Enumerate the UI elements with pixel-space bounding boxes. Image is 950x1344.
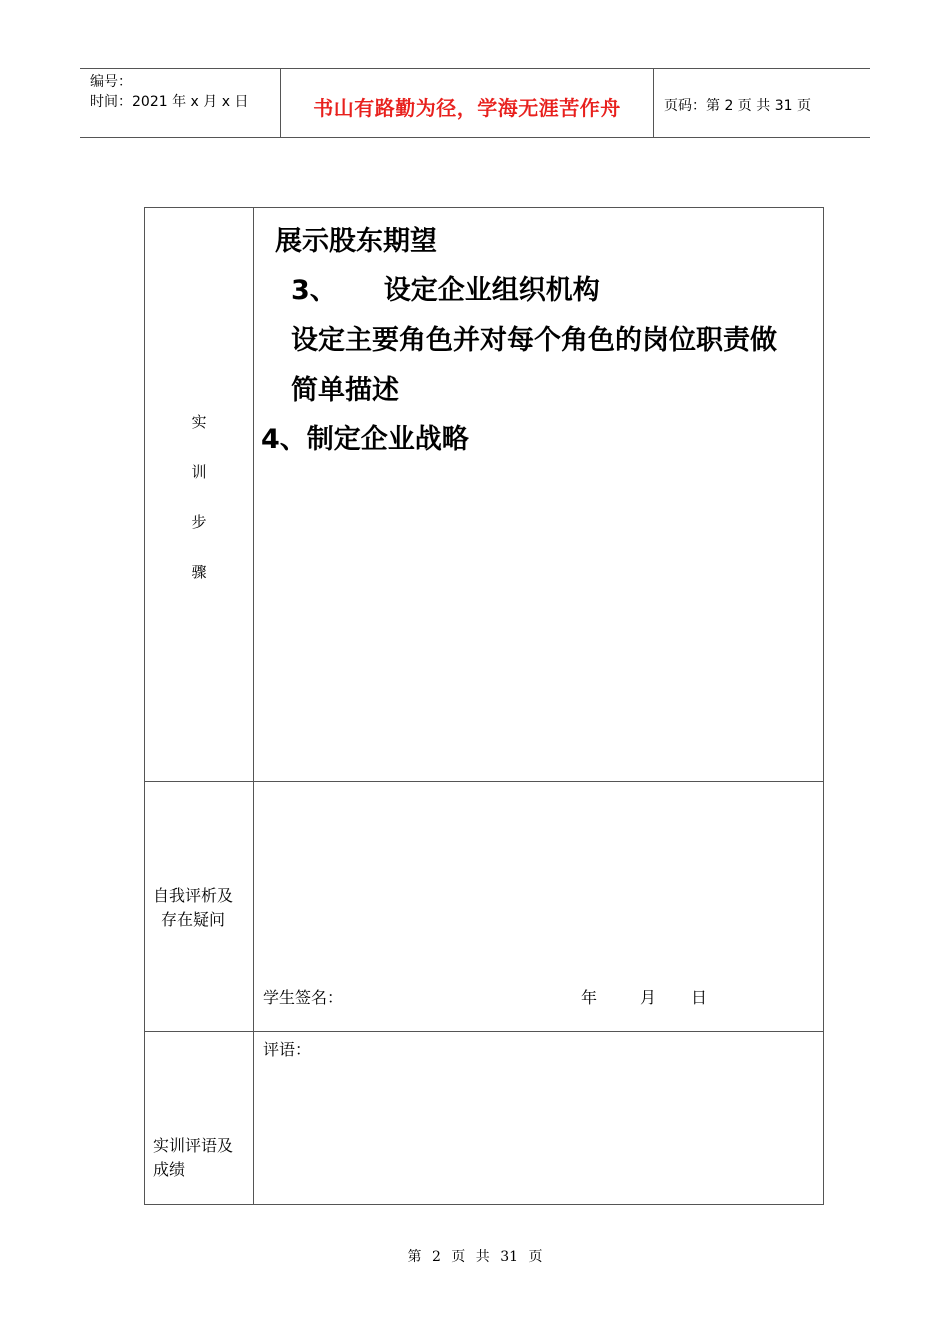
day-label: 日 (691, 988, 708, 1007)
header-info-cell (80, 69, 281, 137)
comment-label: 评语： (263, 1040, 312, 1059)
step-line-2: 3、 设定企业组织机构 (291, 275, 600, 306)
training-record-table (144, 207, 824, 1205)
header-motto-cell (281, 69, 654, 137)
steps-label-char-1: 实 (191, 413, 207, 431)
row-divider-1 (145, 781, 823, 782)
document-header (80, 68, 870, 138)
header-page-cell (654, 69, 870, 137)
steps-label-char-4: 骤 (191, 563, 207, 581)
comments-label-line-1: 实训评语及 (153, 1136, 234, 1155)
document-time-label: 时间：2021 年 x 月 x 日 (90, 94, 249, 110)
step-line-4: 简单描述 (291, 375, 399, 406)
self-eval-label-line-2: 存在疑问 (161, 910, 226, 929)
step-line-3: 设定主要角色并对每个角色的岗位职责做 (291, 325, 777, 356)
step-line-1: 展示股东期望 (275, 226, 437, 257)
column-divider (253, 208, 254, 1204)
steps-label-char-3: 步 (191, 513, 207, 531)
self-eval-label-line-1: 自我评析及 (153, 886, 234, 905)
step-line-5: 4、制定企业战略 (261, 424, 469, 455)
row-divider-2 (145, 1031, 823, 1032)
page-footer: 第 2 页 共 31 页 (407, 1249, 543, 1265)
year-label: 年 (581, 988, 598, 1007)
month-label: 月 (640, 988, 657, 1007)
student-signature-label: 学生签名： (263, 988, 344, 1007)
header-motto: 书山有路勤为径，学海无涯苦作舟 (313, 96, 621, 120)
header-page-info: 页码：第 2 页 共 31 页 (664, 98, 811, 114)
document-number-label: 编号： (90, 74, 132, 90)
steps-label-char-2: 训 (191, 463, 207, 481)
comments-label-line-2: 成绩 (153, 1160, 186, 1179)
